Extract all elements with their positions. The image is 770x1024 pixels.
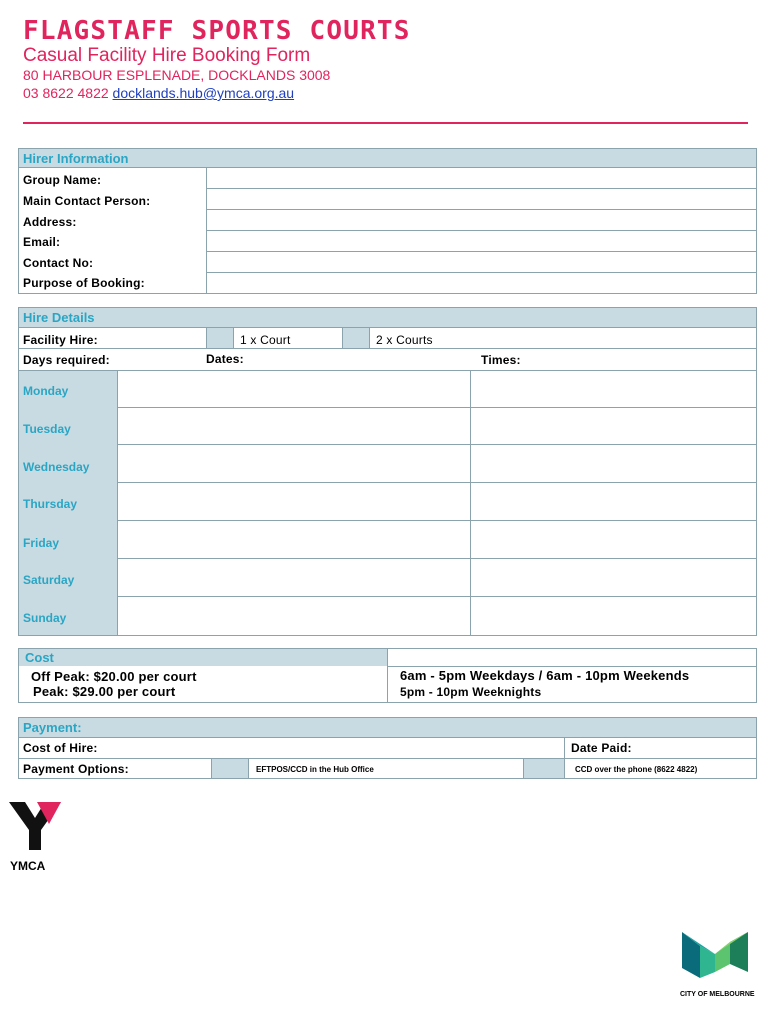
payment-heading: Payment: [19, 718, 756, 738]
group-name-label: Group Name: [23, 173, 102, 187]
peak-times: 5pm - 10pm Weeknights [400, 685, 542, 699]
saturday-dates-field[interactable] [118, 559, 470, 596]
saturday-times-field[interactable] [471, 559, 756, 596]
thursday-dates-field[interactable] [118, 483, 470, 520]
times-label: Times: [481, 353, 521, 367]
cost-divider [387, 648, 388, 703]
form-title: FLAGSTAFF SPORTS COURTS [23, 16, 411, 46]
ymca-y-icon [7, 802, 63, 852]
one-court-checkbox[interactable] [206, 327, 234, 349]
cost-of-hire-label: Cost of Hire: [23, 741, 98, 755]
header-divider [23, 122, 748, 124]
day-label: Wednesday [23, 460, 90, 474]
form-subtitle: Casual Facility Hire Booking Form [23, 45, 311, 66]
offpeak-price: Off Peak: $20.00 per court [31, 669, 197, 684]
hirer-heading: Hirer Information [19, 149, 756, 168]
two-courts-label: 2 x Courts [376, 333, 433, 347]
offpeak-times: 6am - 5pm Weekdays / 6am - 10pm Weekends [400, 668, 690, 683]
purpose-label: Purpose of Booking: [23, 276, 145, 290]
cost-heading-bar [19, 649, 387, 666]
wednesday-dates-field[interactable] [118, 445, 470, 482]
payment-line [18, 758, 757, 759]
tuesday-times-field[interactable] [471, 408, 756, 444]
address-field[interactable] [207, 210, 756, 230]
day-label: Friday [23, 536, 60, 550]
date-paid-field[interactable] [640, 738, 756, 758]
day-label: Thursday [23, 497, 78, 511]
friday-dates-field[interactable] [118, 521, 470, 558]
payment-options-label: Payment Options: [23, 762, 129, 776]
contact-line [23, 85, 294, 101]
facility-hire-label: Facility Hire: [23, 333, 98, 347]
cost-heading: Cost [25, 650, 54, 665]
phone-number: 03 8622 4822 [23, 85, 109, 101]
email-field[interactable] [207, 231, 756, 251]
days-required-label: Days required: [23, 353, 110, 367]
email-link[interactable]: docklands.hub@ymca.org.au [112, 85, 295, 101]
cost-line [387, 666, 757, 667]
email-label: Email: [23, 235, 61, 249]
eftpos-checkbox[interactable] [211, 758, 249, 779]
address-label: Address: [23, 215, 77, 229]
payment-divider [564, 737, 565, 758]
friday-times-field[interactable] [471, 521, 756, 558]
purpose-field[interactable] [207, 273, 756, 293]
day-label: Sunday [23, 611, 67, 625]
peak-price: Peak: $29.00 per court [33, 684, 176, 699]
one-court-label: 1 x Court [240, 333, 291, 347]
thursday-times-field[interactable] [471, 483, 756, 520]
address-line: 80 HARBOUR ESPLENADE, DOCKLANDS 3008 [23, 67, 331, 83]
eftpos-option: EFTPOS/CCD in the Hub Office [256, 765, 374, 774]
two-courts-checkbox[interactable] [342, 327, 370, 349]
monday-times-field[interactable] [471, 371, 756, 407]
day-label: Monday [23, 384, 69, 398]
contact-no-field[interactable] [207, 252, 756, 272]
sunday-dates-field[interactable] [118, 597, 470, 635]
monday-dates-field[interactable] [118, 371, 470, 407]
cost-of-hire-field[interactable] [120, 738, 560, 758]
dates-label: Dates: [206, 352, 244, 366]
wednesday-times-field[interactable] [471, 445, 756, 482]
hire-line [18, 327, 757, 328]
phone-payment-checkbox[interactable] [523, 758, 565, 779]
sunday-times-field[interactable] [471, 597, 756, 635]
date-paid-label: Date Paid: [571, 741, 632, 755]
city-of-melbourne-logo [680, 928, 755, 998]
day-label: Saturday [23, 573, 75, 587]
hire-line [18, 348, 757, 349]
group-name-field[interactable] [207, 168, 756, 188]
hire-heading: Hire Details [19, 308, 756, 328]
main-contact-field[interactable] [207, 189, 756, 209]
phone-payment-option: CCD over the phone (8622 4822) [575, 765, 698, 774]
ymca-logo-text: YMCA [10, 859, 46, 873]
melbourne-m-icon [680, 928, 750, 982]
day-label: Tuesday [23, 422, 71, 436]
contact-no-label: Contact No: [23, 256, 94, 270]
ymca-logo [7, 802, 63, 872]
city-logo-text: CITY OF MELBOURNE [680, 991, 755, 998]
tuesday-dates-field[interactable] [118, 408, 470, 444]
main-contact-label: Main Contact Person: [23, 194, 151, 208]
